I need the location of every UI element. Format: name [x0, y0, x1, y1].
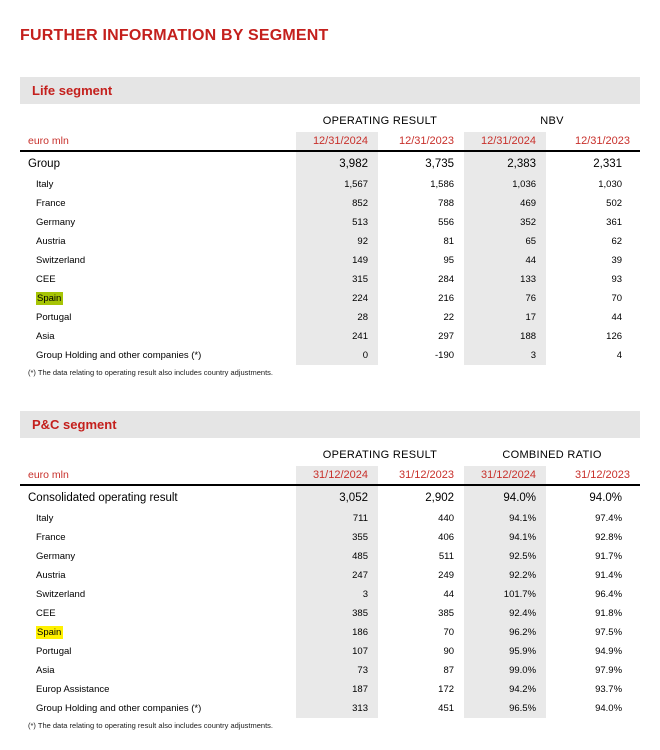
- section-title: P&C segment: [32, 417, 117, 432]
- cell-value: 2,331: [593, 157, 623, 170]
- table-row: [20, 175, 640, 194]
- cell-value: 62: [611, 236, 623, 247]
- cell-value: 3: [464, 346, 546, 365]
- cell-value: 91.8%: [595, 608, 623, 619]
- row-label: Italy: [36, 179, 54, 190]
- cell-value: 247: [296, 566, 378, 585]
- spacer-cell: [20, 110, 296, 132]
- section-banner: [20, 77, 640, 104]
- cell-value: 3,735: [425, 157, 455, 170]
- cell-value: 149: [296, 251, 378, 270]
- cell-value: 97.5%: [595, 627, 623, 638]
- cell-value: 44: [611, 312, 623, 323]
- cell-value: 76: [464, 289, 546, 308]
- cell-value: 513: [296, 213, 378, 232]
- table-row: [20, 327, 640, 346]
- cell-value: 73: [296, 661, 378, 680]
- total-row: [20, 152, 640, 175]
- cell-value: 511: [438, 551, 455, 562]
- cell-value: 502: [606, 198, 623, 209]
- table-row: [20, 346, 640, 365]
- table-row: [20, 194, 640, 213]
- section-pc: [20, 411, 640, 730]
- cell-value: 95: [443, 255, 455, 266]
- cell-value: 1,586: [430, 179, 455, 190]
- group-header-row: [20, 110, 640, 132]
- cell-value: 385: [296, 604, 378, 623]
- page-title: FURTHER INFORMATION BY SEGMENT: [20, 27, 329, 44]
- table-row: [20, 308, 640, 327]
- table-row: [20, 289, 640, 308]
- row-label: Spain: [37, 293, 62, 304]
- cell-value: 92.5%: [464, 547, 546, 566]
- cell-value: 361: [606, 217, 623, 228]
- cell-value: 94.0%: [589, 491, 623, 504]
- cell-value: 224: [296, 289, 378, 308]
- cell-value: 97.4%: [595, 513, 623, 524]
- cell-value: 788: [438, 198, 455, 209]
- row-label: Portugal: [36, 312, 72, 323]
- row-label: Group Holding and other companies (*): [36, 703, 202, 714]
- cell-value: 70: [611, 293, 623, 304]
- row-label: Italy: [36, 513, 54, 524]
- cell-value: 440: [438, 513, 455, 524]
- table-row: [20, 699, 640, 718]
- section-life: [20, 77, 640, 377]
- cell-value: 96.2%: [464, 623, 546, 642]
- cell-value: 2,902: [425, 491, 455, 504]
- cell-value: 249: [438, 570, 455, 581]
- cell-value: 852: [296, 194, 378, 213]
- row-label: Portugal: [36, 646, 72, 657]
- cell-value: 93.7%: [595, 684, 623, 695]
- row-label: Group: [28, 157, 60, 170]
- cell-value: 92.4%: [464, 604, 546, 623]
- cell-value: 188: [464, 327, 546, 346]
- cell-value: 485: [296, 547, 378, 566]
- cell-value: 355: [296, 528, 378, 547]
- cell-value: 1,567: [296, 175, 378, 194]
- unit-label: euro mln: [20, 466, 296, 486]
- table-row: [20, 642, 640, 661]
- cell-value: 469: [464, 194, 546, 213]
- table-row: [20, 623, 640, 642]
- cell-value: 81: [443, 236, 455, 247]
- row-label: Germany: [36, 217, 76, 228]
- cell-value: 92.8%: [595, 532, 623, 543]
- row-label: CEE: [36, 608, 56, 619]
- section-banner: [20, 411, 640, 438]
- row-label: CEE: [36, 274, 56, 285]
- row-label: Europ Assistance: [36, 684, 110, 695]
- cell-value: 94.0%: [595, 703, 623, 714]
- section-title: Life segment: [32, 83, 113, 98]
- cell-value: 4: [616, 350, 623, 361]
- cell-value: 172: [438, 684, 455, 695]
- table-row: [20, 566, 640, 585]
- cell-value: 187: [296, 680, 378, 699]
- unit-label: euro mln: [20, 132, 296, 152]
- cell-value: 91.4%: [595, 570, 623, 581]
- row-label: Asia: [36, 665, 55, 676]
- row-label: Austria: [36, 570, 66, 581]
- cell-value: 315: [296, 270, 378, 289]
- cell-value: 284: [438, 274, 455, 285]
- cell-value: 94.0%: [464, 486, 546, 509]
- cell-value: 107: [296, 642, 378, 661]
- col-header-date: 12/31/2024: [296, 132, 378, 152]
- cell-value: 65: [464, 232, 546, 251]
- table-row: [20, 661, 640, 680]
- table-row: [20, 604, 640, 623]
- row-label: France: [36, 532, 66, 543]
- cell-value: 96.4%: [595, 589, 623, 600]
- cell-value: 451: [438, 703, 455, 714]
- cell-value: 133: [464, 270, 546, 289]
- row-label: France: [36, 198, 66, 209]
- footnote: (*) The data relating to operating result also includes country adjustments.: [28, 368, 273, 377]
- cell-value: 385: [438, 608, 455, 619]
- cell-value: 92: [296, 232, 378, 251]
- table-row: [20, 213, 640, 232]
- cell-value: 99.0%: [464, 661, 546, 680]
- table-row: [20, 509, 640, 528]
- col-header-date: 31/12/2024: [296, 466, 378, 486]
- row-label: Spain: [37, 627, 62, 638]
- cell-value: 39: [611, 255, 623, 266]
- footnote: (*) The data relating to operating result also includes country adjustments.: [28, 721, 273, 730]
- cell-value: 126: [606, 331, 623, 342]
- cell-value: 94.1%: [464, 509, 546, 528]
- row-label: Switzerland: [36, 255, 86, 266]
- group-header-operating-result: OPERATING RESULT: [322, 115, 438, 127]
- group-header-operating-result: OPERATING RESULT: [322, 449, 438, 461]
- spacer-cell: [20, 444, 296, 466]
- cell-value: 2,383: [464, 152, 546, 175]
- cell-value: 91.7%: [595, 551, 623, 562]
- cell-value: 3: [296, 585, 378, 604]
- group-header-row: [20, 444, 640, 466]
- cell-value: 97.9%: [595, 665, 623, 676]
- cell-value: 92.2%: [464, 566, 546, 585]
- row-label: Austria: [36, 236, 66, 247]
- col-header-date: 12/31/2023: [546, 132, 640, 152]
- cell-value: 44: [464, 251, 546, 270]
- cell-value: 1,030: [598, 179, 623, 190]
- life-segment-table: [20, 110, 640, 365]
- row-label: Germany: [36, 551, 76, 562]
- cell-value: 3,982: [296, 152, 378, 175]
- cell-value: 313: [296, 699, 378, 718]
- cell-value: 101.7%: [464, 585, 546, 604]
- table-row: [20, 232, 640, 251]
- cell-value: 94.1%: [464, 528, 546, 547]
- cell-value: 95.9%: [464, 642, 546, 661]
- cell-value: 3,052: [296, 486, 378, 509]
- row-label: Group Holding and other companies (*): [36, 350, 202, 361]
- table-row: [20, 547, 640, 566]
- cell-value: 90: [443, 646, 455, 657]
- col-header-date: 31/12/2024: [464, 466, 546, 486]
- table-row: [20, 680, 640, 699]
- cell-value: 711: [296, 509, 378, 528]
- table-row: [20, 528, 640, 547]
- cell-value: -190: [435, 350, 455, 361]
- date-header-row: [20, 466, 640, 486]
- row-label: Asia: [36, 331, 55, 342]
- cell-value: 17: [464, 308, 546, 327]
- col-header-date: 31/12/2023: [378, 466, 464, 486]
- cell-value: 186: [296, 623, 378, 642]
- date-header-row: [20, 132, 640, 152]
- cell-value: 70: [443, 627, 455, 638]
- pc-segment-table: [20, 444, 640, 718]
- cell-value: 87: [443, 665, 455, 676]
- cell-value: 28: [296, 308, 378, 327]
- total-row: [20, 486, 640, 509]
- cell-value: 352: [464, 213, 546, 232]
- cell-value: 0: [296, 346, 378, 365]
- row-label: Switzerland: [36, 589, 86, 600]
- cell-value: 94.9%: [595, 646, 623, 657]
- cell-value: 406: [438, 532, 455, 543]
- col-header-date: 31/12/2023: [546, 466, 640, 486]
- table-row: [20, 270, 640, 289]
- cell-value: 297: [438, 331, 455, 342]
- cell-value: 22: [443, 312, 455, 323]
- col-header-date: 12/31/2023: [378, 132, 464, 152]
- col-header-date: 12/31/2024: [464, 132, 546, 152]
- cell-value: 94.2%: [464, 680, 546, 699]
- cell-value: 44: [443, 589, 455, 600]
- cell-value: 556: [438, 217, 455, 228]
- cell-value: 241: [296, 327, 378, 346]
- cell-value: 93: [611, 274, 623, 285]
- row-label: Consolidated operating result: [28, 491, 178, 504]
- table-row: [20, 251, 640, 270]
- cell-value: 216: [438, 293, 455, 304]
- group-header-combined-ratio: COMBINED RATIO: [502, 449, 602, 461]
- cell-value: 96.5%: [464, 699, 546, 718]
- table-row: [20, 585, 640, 604]
- group-header-nbv: NBV: [540, 115, 564, 127]
- cell-value: 1,036: [464, 175, 546, 194]
